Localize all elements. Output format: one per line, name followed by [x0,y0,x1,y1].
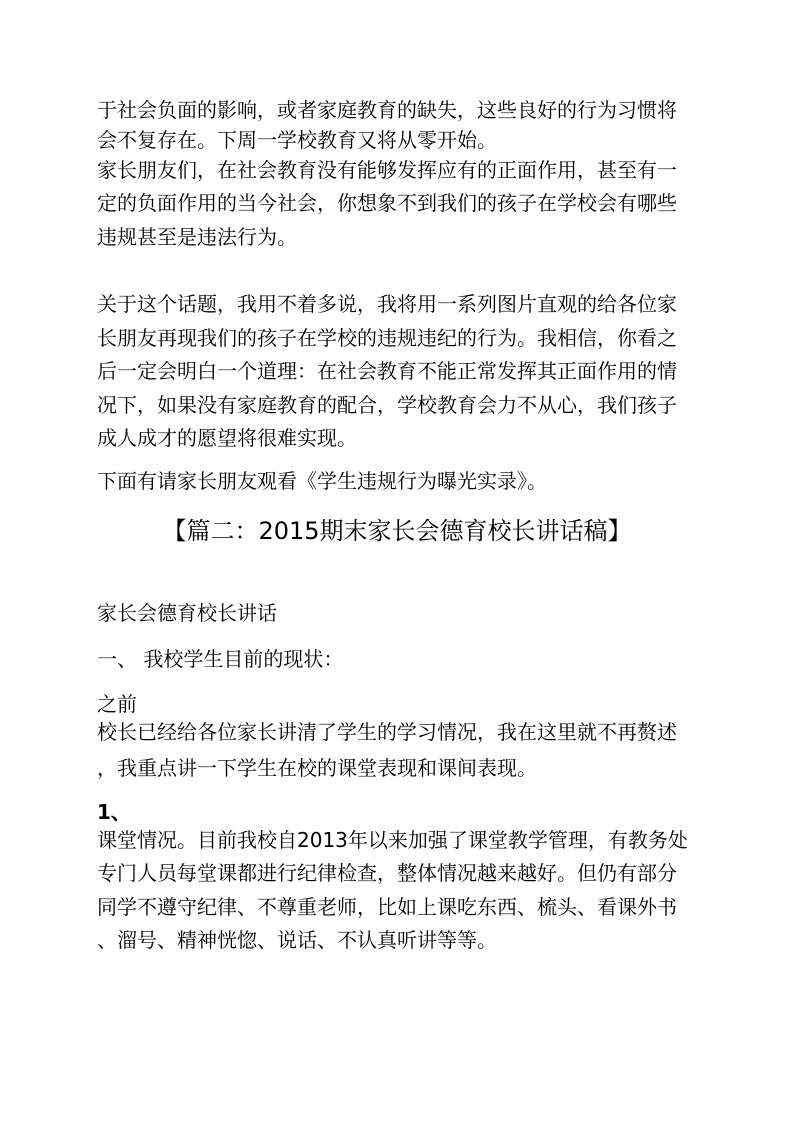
paragraph-line: 下面有请家长朋友观看《学生违规行为曝光实录》。 [97,469,547,493]
speech-title: 家长会德育校长讲话 [97,601,277,625]
paragraph-line: 后一定会明白一个道理：在社会教育不能正常发挥其正面作用的情 [97,359,677,383]
paragraph-line: 关于这个话题，我用不着多说，我将用一系列图片直观的给各位家 [97,292,677,316]
paragraph-line: 于社会负面的影响，或者家庭教育的缺失，这些良好的行为习惯将 [97,98,677,122]
paragraph-line: 违规甚至是违法行为。 [97,225,297,249]
paragraph-line: 长朋友再现我们的孩子在学校的违规违纪的行为。我相信，你看之 [97,326,677,350]
paragraph-line: 定的负面作用的当今社会，你想象不到我们的孩子在学校会有哪些 [97,191,677,215]
paragraph-line: 课堂情况。目前我校自2013年以来加强了课堂教学管理，有教务处 [97,828,688,852]
paragraph-line: 会不复存在。下周一学校教育又将从零开始。 [97,128,497,152]
paragraph-line: 、溜号、精神恍惚、说话、不认真听讲等等。 [97,928,497,952]
section-one-heading: 一、 我校学生目前的现状： [97,647,344,671]
paragraph-line: 成人成才的愿望将很难实现。 [97,426,357,450]
paragraph-line: 同学不遵守纪律、不尊重老师，比如上课吃东西、梳头、看课外书 [97,895,677,919]
before-label: 之前 [97,692,137,716]
paragraph-line: 专门人员每堂课都进行纪律检查，整体情况越来越好。但仍有部分 [97,861,677,885]
paragraph-line: 况下，如果没有家庭教育的配合，学校教育会力不从心，我们孩子 [97,393,677,417]
paragraph-line: 家长朋友们，在社会教育没有能够发挥应有的正面作用，甚至有一 [97,158,677,182]
section-heading: 【篇二：2015期末家长会德育校长讲话稿】 [162,517,632,545]
paragraph-line: ，我重点讲一下学生在校的课堂表现和课间表现。 [97,756,537,780]
paragraph-line: 校长已经给各位家长讲清了学生的学习情况，我在这里就不再赘述 [97,720,677,744]
item-number: 1、 [97,800,131,824]
